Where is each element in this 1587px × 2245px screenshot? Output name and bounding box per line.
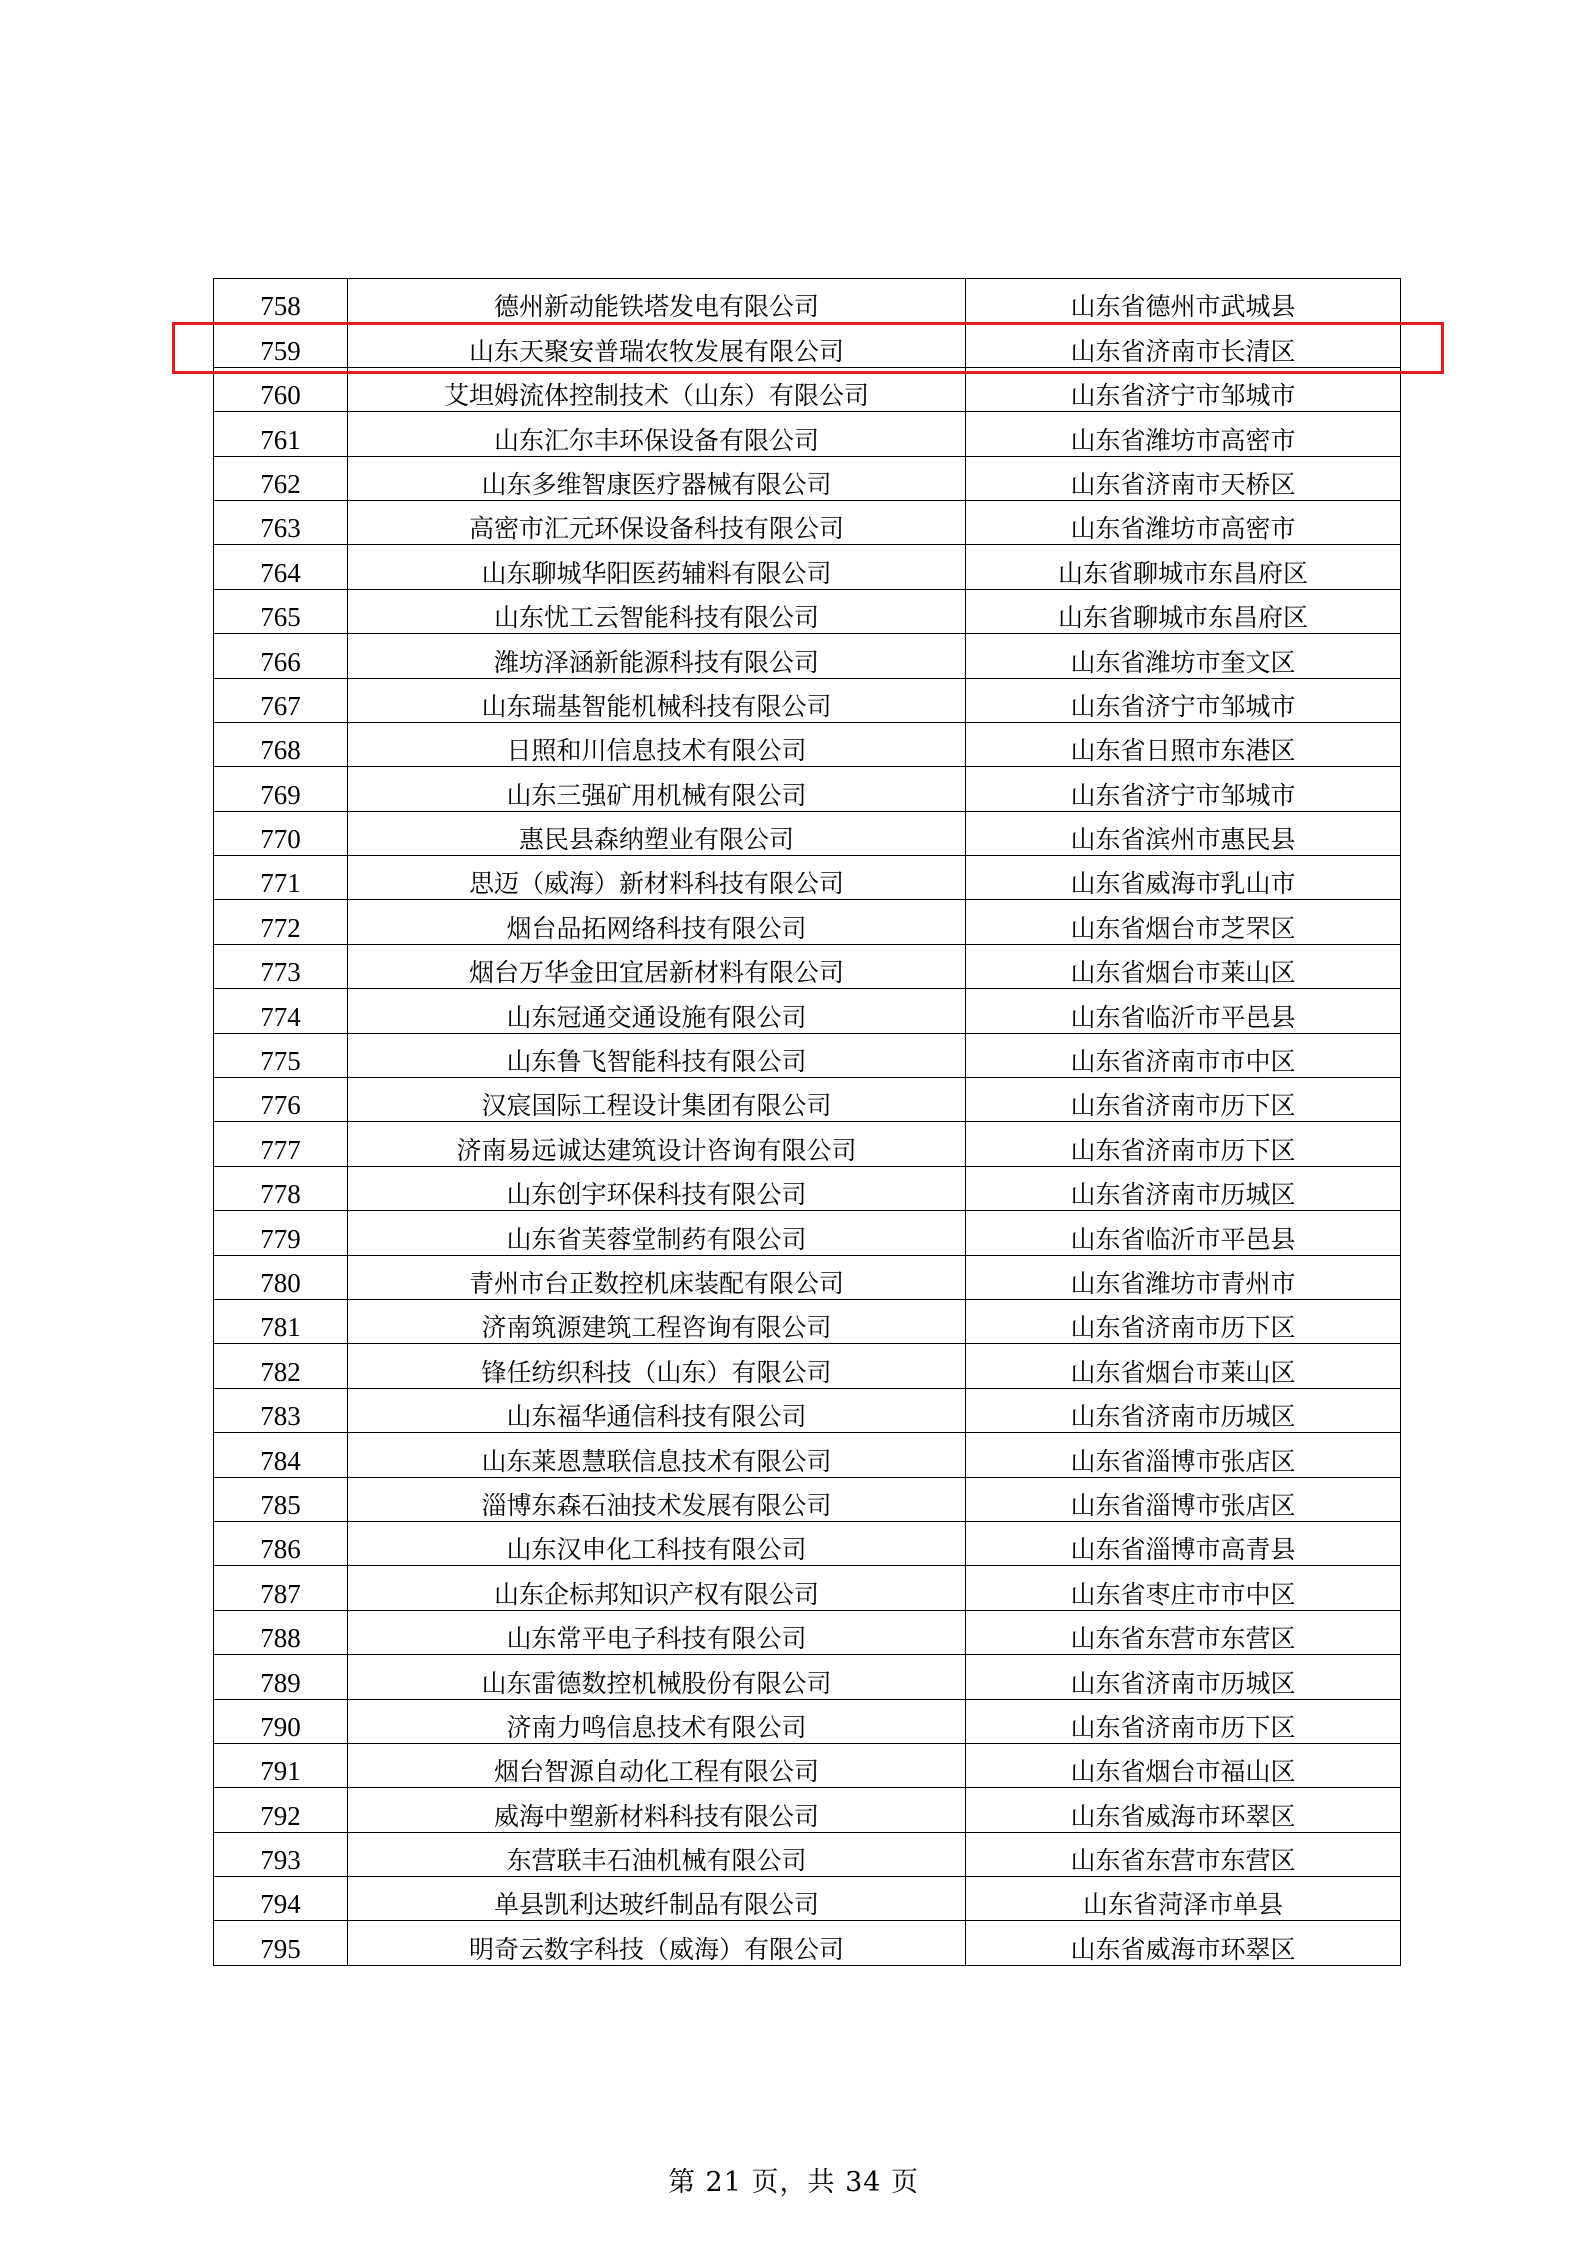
company-name: 淄博东森石油技术发展有限公司 — [348, 1477, 966, 1521]
table-row — [214, 1477, 1401, 1521]
row-number: 782 — [214, 1344, 348, 1388]
row-number: 795 — [214, 1921, 348, 1965]
region-name: 山东省烟台市莱山区 — [966, 944, 1401, 988]
row-number: 772 — [214, 900, 348, 944]
row-number: 794 — [214, 1877, 348, 1921]
row-number: 793 — [214, 1832, 348, 1876]
region-name: 山东省枣庄市市中区 — [966, 1566, 1401, 1610]
table-row — [214, 1122, 1401, 1166]
row-number: 758 — [214, 279, 348, 323]
row-number: 775 — [214, 1033, 348, 1077]
row-number: 790 — [214, 1699, 348, 1743]
row-number: 791 — [214, 1743, 348, 1787]
table-row — [214, 1788, 1401, 1832]
company-name: 艾坦姆流体控制技术（山东）有限公司 — [348, 367, 966, 411]
table-row — [214, 367, 1401, 411]
table-row — [214, 500, 1401, 544]
table-row — [214, 412, 1401, 456]
region-name: 山东省东营市东营区 — [966, 1832, 1401, 1876]
table-body — [214, 279, 1401, 1966]
row-number: 777 — [214, 1122, 348, 1166]
company-name: 德州新动能铁塔发电有限公司 — [348, 279, 966, 323]
region-name: 山东省烟台市莱山区 — [966, 1344, 1401, 1388]
row-number: 766 — [214, 634, 348, 678]
region-name: 山东省潍坊市高密市 — [966, 412, 1401, 456]
region-name: 山东省菏泽市单县 — [966, 1877, 1401, 1921]
company-name: 高密市汇元环保设备科技有限公司 — [348, 500, 966, 544]
table-row — [214, 1344, 1401, 1388]
region-name: 山东省日照市东港区 — [966, 722, 1401, 766]
page-footer — [0, 2160, 1587, 2199]
region-name: 山东省济南市历下区 — [966, 1122, 1401, 1166]
company-name: 明奇云数字科技（威海）有限公司 — [348, 1921, 966, 1965]
region-name: 山东省聊城市东昌府区 — [966, 589, 1401, 633]
row-number: 765 — [214, 589, 348, 633]
region-name: 山东省济宁市邹城市 — [966, 678, 1401, 722]
company-name: 青州市台正数控机床装配有限公司 — [348, 1255, 966, 1299]
region-name: 山东省淄博市张店区 — [966, 1433, 1401, 1477]
row-number: 776 — [214, 1078, 348, 1122]
region-name: 山东省济宁市邹城市 — [966, 767, 1401, 811]
company-name: 烟台品拓网络科技有限公司 — [348, 900, 966, 944]
region-name: 山东省东营市东营区 — [966, 1610, 1401, 1654]
region-name: 山东省济南市历下区 — [966, 1299, 1401, 1343]
table-row — [214, 634, 1401, 678]
region-name: 山东省潍坊市高密市 — [966, 500, 1401, 544]
region-name: 山东省潍坊市奎文区 — [966, 634, 1401, 678]
company-name: 山东瑞基智能机械科技有限公司 — [348, 678, 966, 722]
table-row — [214, 1610, 1401, 1654]
company-name: 山东雷德数控机械股份有限公司 — [348, 1655, 966, 1699]
table-row — [214, 1033, 1401, 1077]
table-row — [214, 1433, 1401, 1477]
region-name: 山东省济宁市邹城市 — [966, 367, 1401, 411]
company-name: 山东冠通交通设施有限公司 — [348, 989, 966, 1033]
table-row — [214, 678, 1401, 722]
row-number: 788 — [214, 1610, 348, 1654]
row-number: 767 — [214, 678, 348, 722]
table-row — [214, 856, 1401, 900]
row-number: 760 — [214, 367, 348, 411]
company-name: 山东汇尔丰环保设备有限公司 — [348, 412, 966, 456]
table-row — [214, 1166, 1401, 1210]
company-name: 东营联丰石油机械有限公司 — [348, 1832, 966, 1876]
region-name: 山东省济南市历城区 — [966, 1655, 1401, 1699]
region-name: 山东省德州市武城县 — [966, 279, 1401, 323]
table-row — [214, 1566, 1401, 1610]
company-name: 山东企标邦知识产权有限公司 — [348, 1566, 966, 1610]
table-row — [214, 811, 1401, 855]
region-name: 山东省济南市历下区 — [966, 1699, 1401, 1743]
row-number: 762 — [214, 456, 348, 500]
company-name: 单县凯利达玻纤制品有限公司 — [348, 1877, 966, 1921]
row-number: 787 — [214, 1566, 348, 1610]
region-name: 山东省济南市市中区 — [966, 1033, 1401, 1077]
table-row — [214, 589, 1401, 633]
company-name: 山东鲁飞智能科技有限公司 — [348, 1033, 966, 1077]
table-row — [214, 279, 1401, 323]
company-name: 烟台智源自动化工程有限公司 — [348, 1743, 966, 1787]
company-name: 山东三强矿用机械有限公司 — [348, 767, 966, 811]
company-name: 山东常平电子科技有限公司 — [348, 1610, 966, 1654]
table-row — [214, 944, 1401, 988]
table-row — [214, 767, 1401, 811]
region-name: 山东省滨州市惠民县 — [966, 811, 1401, 855]
company-list-table — [213, 278, 1401, 1966]
row-number: 771 — [214, 856, 348, 900]
page-number-text: 第 21 页，共 34 页 — [667, 2167, 920, 2198]
table-row — [214, 456, 1401, 500]
company-name: 山东创宇环保科技有限公司 — [348, 1166, 966, 1210]
row-number: 764 — [214, 545, 348, 589]
company-name: 山东莱恩慧联信息技术有限公司 — [348, 1433, 966, 1477]
table-row — [214, 545, 1401, 589]
row-number: 773 — [214, 944, 348, 988]
table-row — [214, 1655, 1401, 1699]
table-row — [214, 722, 1401, 766]
region-name: 山东省潍坊市青州市 — [966, 1255, 1401, 1299]
row-number: 770 — [214, 811, 348, 855]
company-name: 济南筑源建筑工程咨询有限公司 — [348, 1299, 966, 1343]
company-name: 汉宸国际工程设计集团有限公司 — [348, 1078, 966, 1122]
table-row — [214, 1078, 1401, 1122]
table-row — [214, 1211, 1401, 1255]
row-number: 792 — [214, 1788, 348, 1832]
table-row — [214, 323, 1401, 367]
row-number: 785 — [214, 1477, 348, 1521]
region-name: 山东省烟台市福山区 — [966, 1743, 1401, 1787]
row-number: 786 — [214, 1521, 348, 1565]
region-name: 山东省淄博市高青县 — [966, 1521, 1401, 1565]
region-name: 山东省威海市环翠区 — [966, 1921, 1401, 1965]
table-row — [214, 1299, 1401, 1343]
company-name: 山东福华通信科技有限公司 — [348, 1388, 966, 1432]
company-name: 山东省芙蓉堂制药有限公司 — [348, 1211, 966, 1255]
row-number: 779 — [214, 1211, 348, 1255]
company-name: 山东天聚安普瑞农牧发展有限公司 — [348, 323, 966, 367]
table-row — [214, 1877, 1401, 1921]
company-name: 山东多维智康医疗器械有限公司 — [348, 456, 966, 500]
row-number: 761 — [214, 412, 348, 456]
table-row — [214, 1521, 1401, 1565]
table-row — [214, 1699, 1401, 1743]
region-name: 山东省临沂市平邑县 — [966, 1211, 1401, 1255]
row-number: 789 — [214, 1655, 348, 1699]
region-name: 山东省威海市环翠区 — [966, 1788, 1401, 1832]
region-name: 山东省淄博市张店区 — [966, 1477, 1401, 1521]
region-name: 山东省济南市长清区 — [966, 323, 1401, 367]
region-name: 山东省济南市历城区 — [966, 1388, 1401, 1432]
company-name: 锋任纺织科技（山东）有限公司 — [348, 1344, 966, 1388]
table-row — [214, 1832, 1401, 1876]
company-name: 思迈（威海）新材料科技有限公司 — [348, 856, 966, 900]
company-name: 山东聊城华阳医药辅料有限公司 — [348, 545, 966, 589]
company-name: 惠民县森纳塑业有限公司 — [348, 811, 966, 855]
company-name: 日照和川信息技术有限公司 — [348, 722, 966, 766]
row-number: 774 — [214, 989, 348, 1033]
row-number: 784 — [214, 1433, 348, 1477]
region-name: 山东省聊城市东昌府区 — [966, 545, 1401, 589]
company-name: 烟台万华金田宜居新材料有限公司 — [348, 944, 966, 988]
company-name: 威海中塑新材料科技有限公司 — [348, 1788, 966, 1832]
table-row — [214, 1921, 1401, 1965]
region-name: 山东省济南市天桥区 — [966, 456, 1401, 500]
row-number: 759 — [214, 323, 348, 367]
region-name: 山东省济南市历下区 — [966, 1078, 1401, 1122]
region-name: 山东省临沂市平邑县 — [966, 989, 1401, 1033]
row-number: 783 — [214, 1388, 348, 1432]
company-name: 济南力鸣信息技术有限公司 — [348, 1699, 966, 1743]
row-number: 763 — [214, 500, 348, 544]
table-row — [214, 989, 1401, 1033]
table-row — [214, 1743, 1401, 1787]
table-row — [214, 1255, 1401, 1299]
company-name: 山东忧工云智能科技有限公司 — [348, 589, 966, 633]
region-name: 山东省威海市乳山市 — [966, 856, 1401, 900]
company-name: 济南易远诚达建筑设计咨询有限公司 — [348, 1122, 966, 1166]
region-name: 山东省济南市历城区 — [966, 1166, 1401, 1210]
company-name: 山东汉申化工科技有限公司 — [348, 1521, 966, 1565]
region-name: 山东省烟台市芝罘区 — [966, 900, 1401, 944]
table-row — [214, 1388, 1401, 1432]
row-number: 768 — [214, 722, 348, 766]
row-number: 778 — [214, 1166, 348, 1210]
row-number: 769 — [214, 767, 348, 811]
table-row — [214, 900, 1401, 944]
company-name: 潍坊泽涵新能源科技有限公司 — [348, 634, 966, 678]
row-number: 781 — [214, 1299, 348, 1343]
row-number: 780 — [214, 1255, 348, 1299]
